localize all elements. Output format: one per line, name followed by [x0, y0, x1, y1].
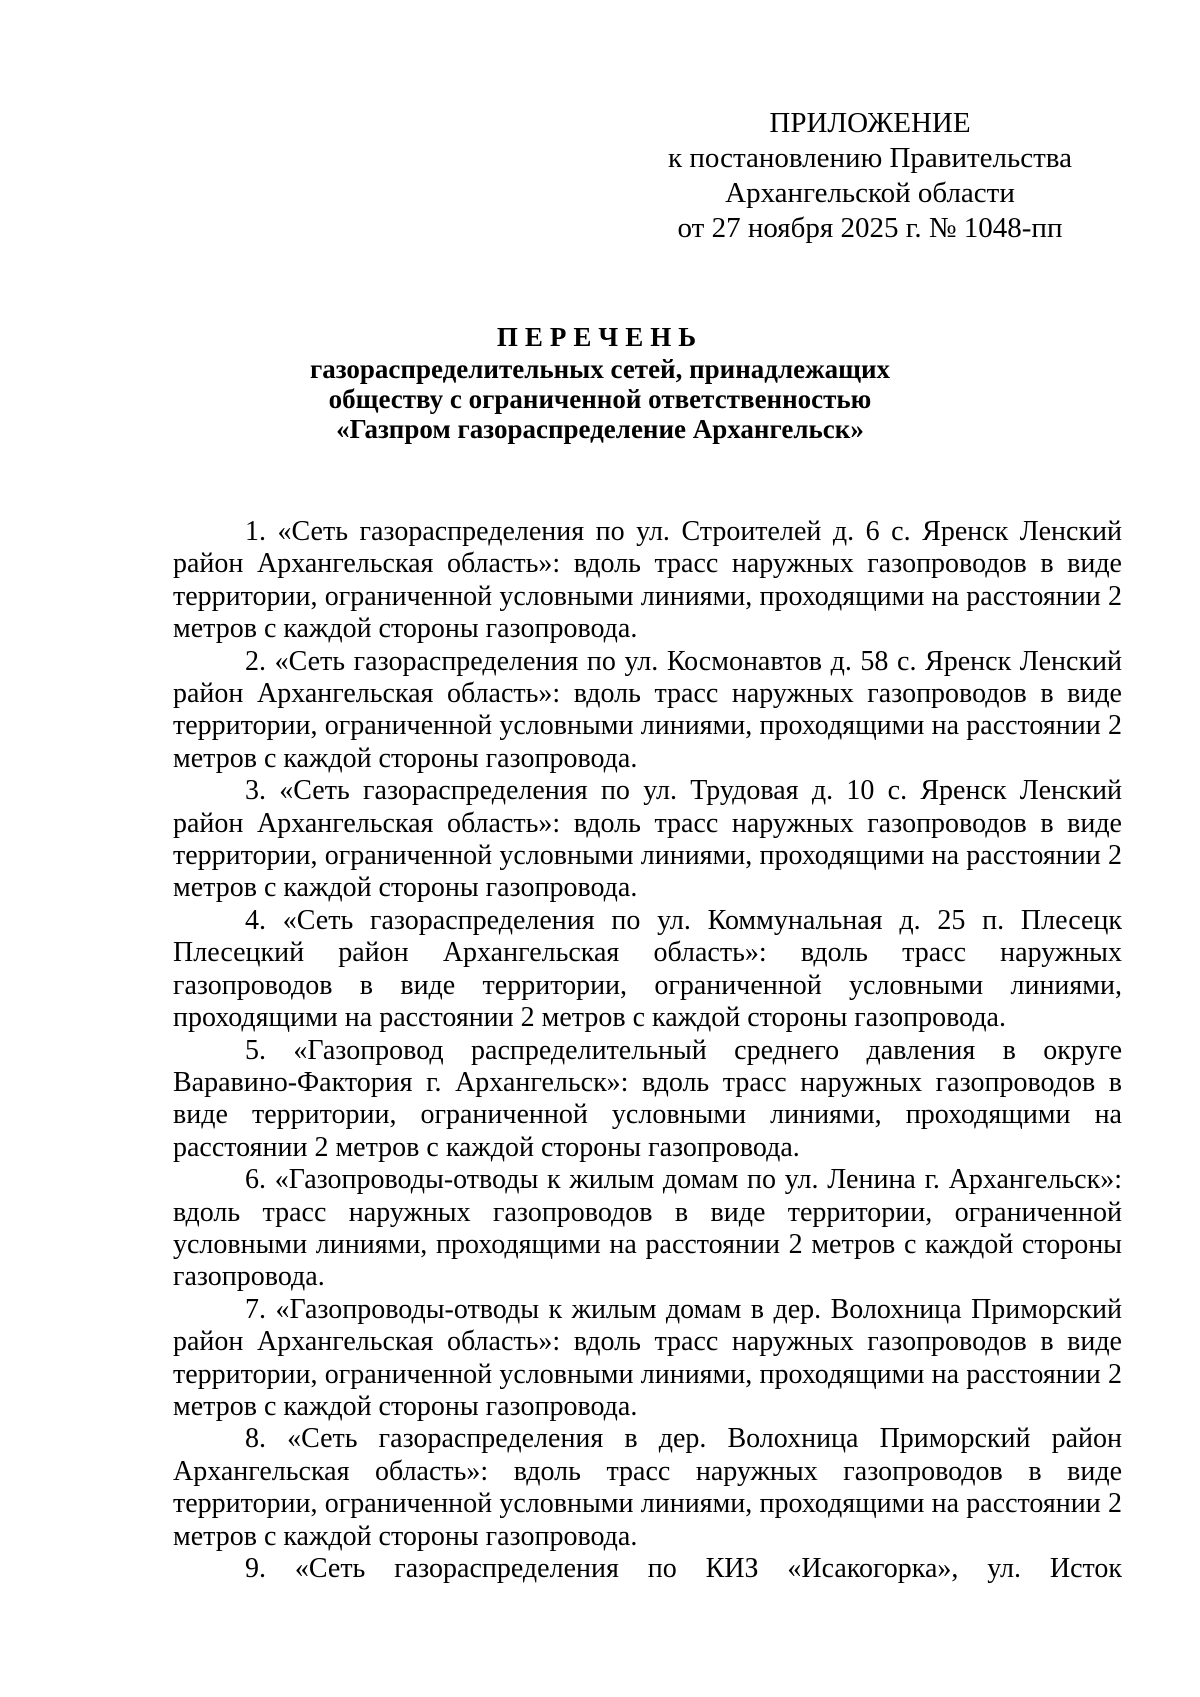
list-item-8: 8. «Сеть газораспределения в дер. Волохница Приморский район Архангельская область»: вдоль трасс наружных газопроводов в виде территории, ограниченной условными линиями, проходящими на расстоянии 2 метров с каждой стороны газопровода.: [173, 1423, 1122, 1552]
appendix-resolution-line: к постановлению Правительства: [668, 142, 1072, 174]
list-item-6: 6. «Газопроводы-отводы к жилым домам по ул. Ленина г. Архангельск»: вдоль трасс наружных газопроводов в виде территории, ограниченной условными линиями, проходящими на расстоянии 2 метров с каждой стороны газопровода.: [173, 1164, 1122, 1293]
appendix-title: ПРИЛОЖЕНИЕ: [769, 107, 971, 139]
list-item-4: 4. «Сеть газораспределения по ул. Коммунальная д. 25 п. Плесецк Плесецкий район Архангельская область»: вдоль трасс наружных газопроводов в виде территории, ограниченной условными линиями, проходящими на расстоянии 2 метров с каждой стороны газопровода.: [173, 904, 1122, 1034]
document-subtitle-line-2: обществу с ограниченной ответственностью: [328, 384, 872, 414]
list-item-5: 5. «Газопровод распределительный среднего давления в округе Варавино-Фактория г. Архангельск»: вдоль трасс наружных газопроводов в виде территории, ограниченной условными линиями, проходящими на расстоянии 2 метров с каждой стороны газопровода.: [173, 1034, 1122, 1163]
document-body: [173, 516, 1122, 1585]
document-heading: ПЕРЕЧЕНЬ: [496, 322, 704, 352]
document-title-block: [170, 322, 1030, 444]
appendix-date-number-line: от 27 ноября 2025 г. № 1048-пп: [677, 212, 1063, 244]
document-subtitle-line-3: «Газпром газораспределение Архангельск»: [336, 414, 864, 444]
list-item-3: 3. «Сеть газораспределения по ул. Трудовая д. 10 с. Яренск Ленский район Архангельская область»: вдоль трасс наружных газопроводов в виде территории, ограниченной условными линиями, проходящими на расстоянии 2 метров с каждой стороны газопровода.: [173, 775, 1122, 904]
appendix-region-line: Архангельской области: [725, 177, 1015, 209]
list-item-2: 2. «Сеть газораспределения по ул. Космонавтов д. 58 с. Яренск Ленский район Архангельская область»: вдоль трасс наружных газопроводов в виде территории, ограниченной условными линиями, проходящими на расстоянии 2 метров с каждой стороны газопровода.: [173, 645, 1122, 774]
list-item-7: 7. «Газопроводы-отводы к жилым домам в дер. Волохница Приморский район Архангельская область»: вдоль трасс наружных газопроводов в виде территории, ограниченной условными линиями, проходящими на расстоянии 2 метров с каждой стороны газопровода.: [173, 1293, 1122, 1422]
document-subtitle-line-1: газораспределительных сетей, принадлежащих: [309, 354, 891, 384]
appendix-header: [640, 106, 1100, 246]
list-item-1: 1. «Сеть газораспределения по ул. Строителей д. 6 с. Яренск Ленский район Архангельская область»: вдоль трасс наружных газопроводов в виде территории, ограниченной условными линиями, проходящими на расстоянии 2 метров с каждой стороны газопровода.: [173, 516, 1122, 645]
list-item-9: 9. «Сеть газораспределения по КИЗ «Исакогорка», ул. Исток: [245, 1553, 1122, 1584]
